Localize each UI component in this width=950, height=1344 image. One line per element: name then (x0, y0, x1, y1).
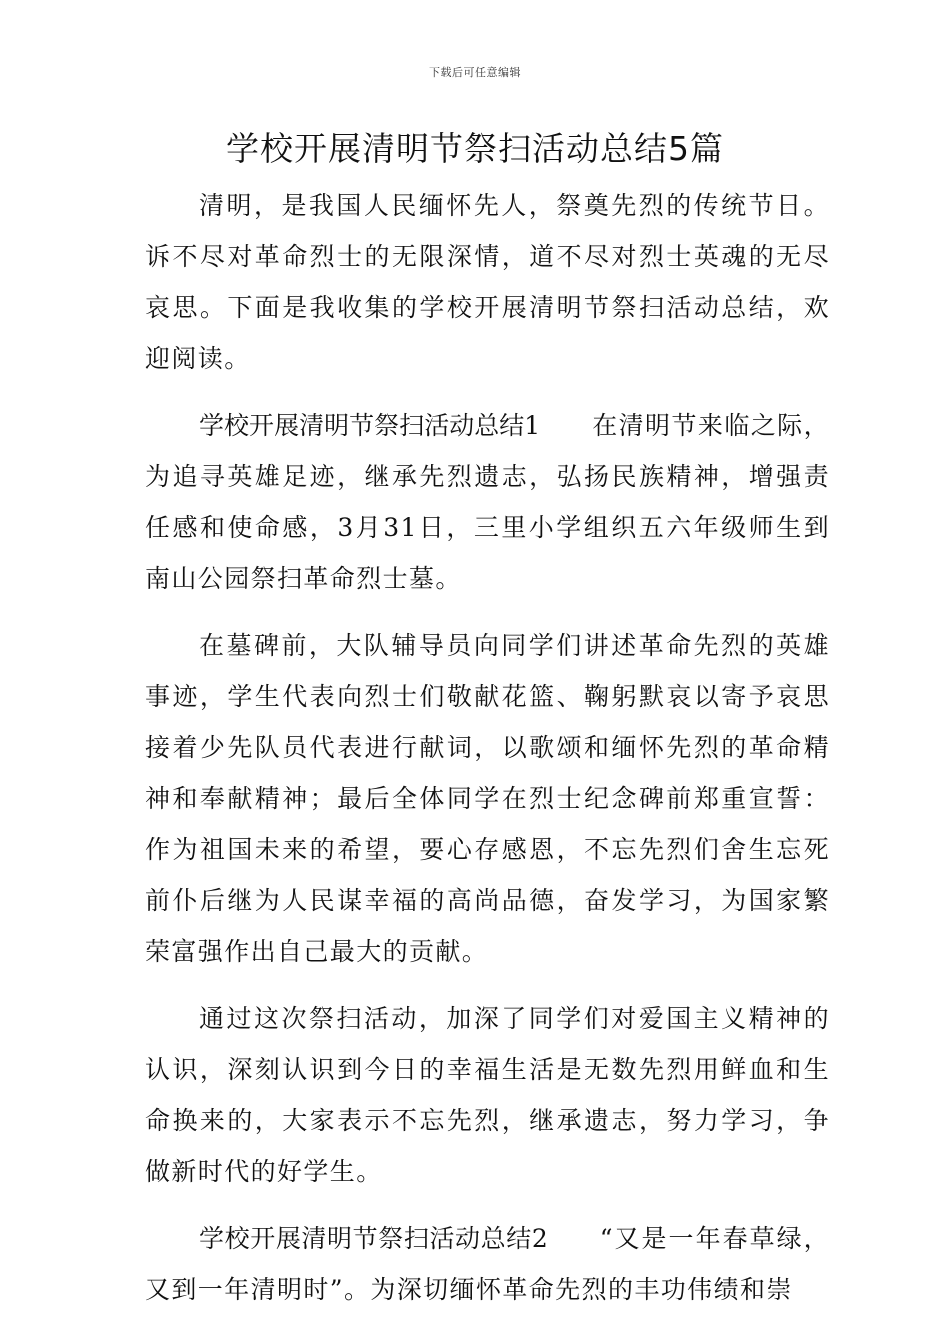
summary-2-paragraph (145, 1213, 830, 1315)
summary-1-paragraph (145, 400, 830, 604)
reflection-paragraph: 通过这次祭扫活动，加深了同学们对爱国主义精神的认识，深刻认识到今日的幸福生活是无数先烈用鲜血和生命换来的，大家表示不忘先烈，继承遗志，努力学习，争做新时代的好学生。 (145, 1004, 830, 1186)
section-heading-1: 学校开展清明节祭扫活动总结1 (199, 411, 541, 440)
section-heading-2: 学校开展清明节祭扫活动总结2 (199, 1224, 548, 1253)
summary-1-text: 在清明节来临之际，为追寻英雄足迹，继承先烈遗志，弘扬民族精神，增强责任感和使命感，3月31日，三里小学组织五六年级师生到南山公园祭扫革命烈士墓。 (145, 411, 830, 593)
graveside-paragraph: 在墓碑前，大队辅导员向同学们讲述革命先烈的英雄事迹，学生代表向烈士们敬献花篮、鞠躬默哀以寄予哀思接着少先队员代表进行献词，以歌颂和缅怀先烈的革命精神和奉献精神；最后全体同学在烈士纪念碑前郑重宣誓：作为祖国未来的希望，要心存感恩，不忘先烈们舍生忘死前仆后继为人民谋幸福的高尚品德，奋发学习，为国家繁荣富强作出自己最大的贡献。 (145, 631, 830, 966)
document-title: 学校开展清明节祭扫活动总结5篇 (226, 129, 724, 168)
document-body (145, 180, 830, 1315)
summary-2-text: “又是一年春草绿，又到一年清明时”。为深切缅怀革命先烈的丰功伟绩和崇 (145, 1224, 830, 1304)
header-note: 下载后可任意编辑 (429, 66, 521, 79)
intro-paragraph: 清明，是我国人民缅怀先人，祭奠先烈的传统节日。诉不尽对革命烈士的无限深情，道不尽对烈士英魂的无尽哀思。下面是我收集的学校开展清明节祭扫活动总结，欢迎阅读。 (145, 191, 830, 373)
